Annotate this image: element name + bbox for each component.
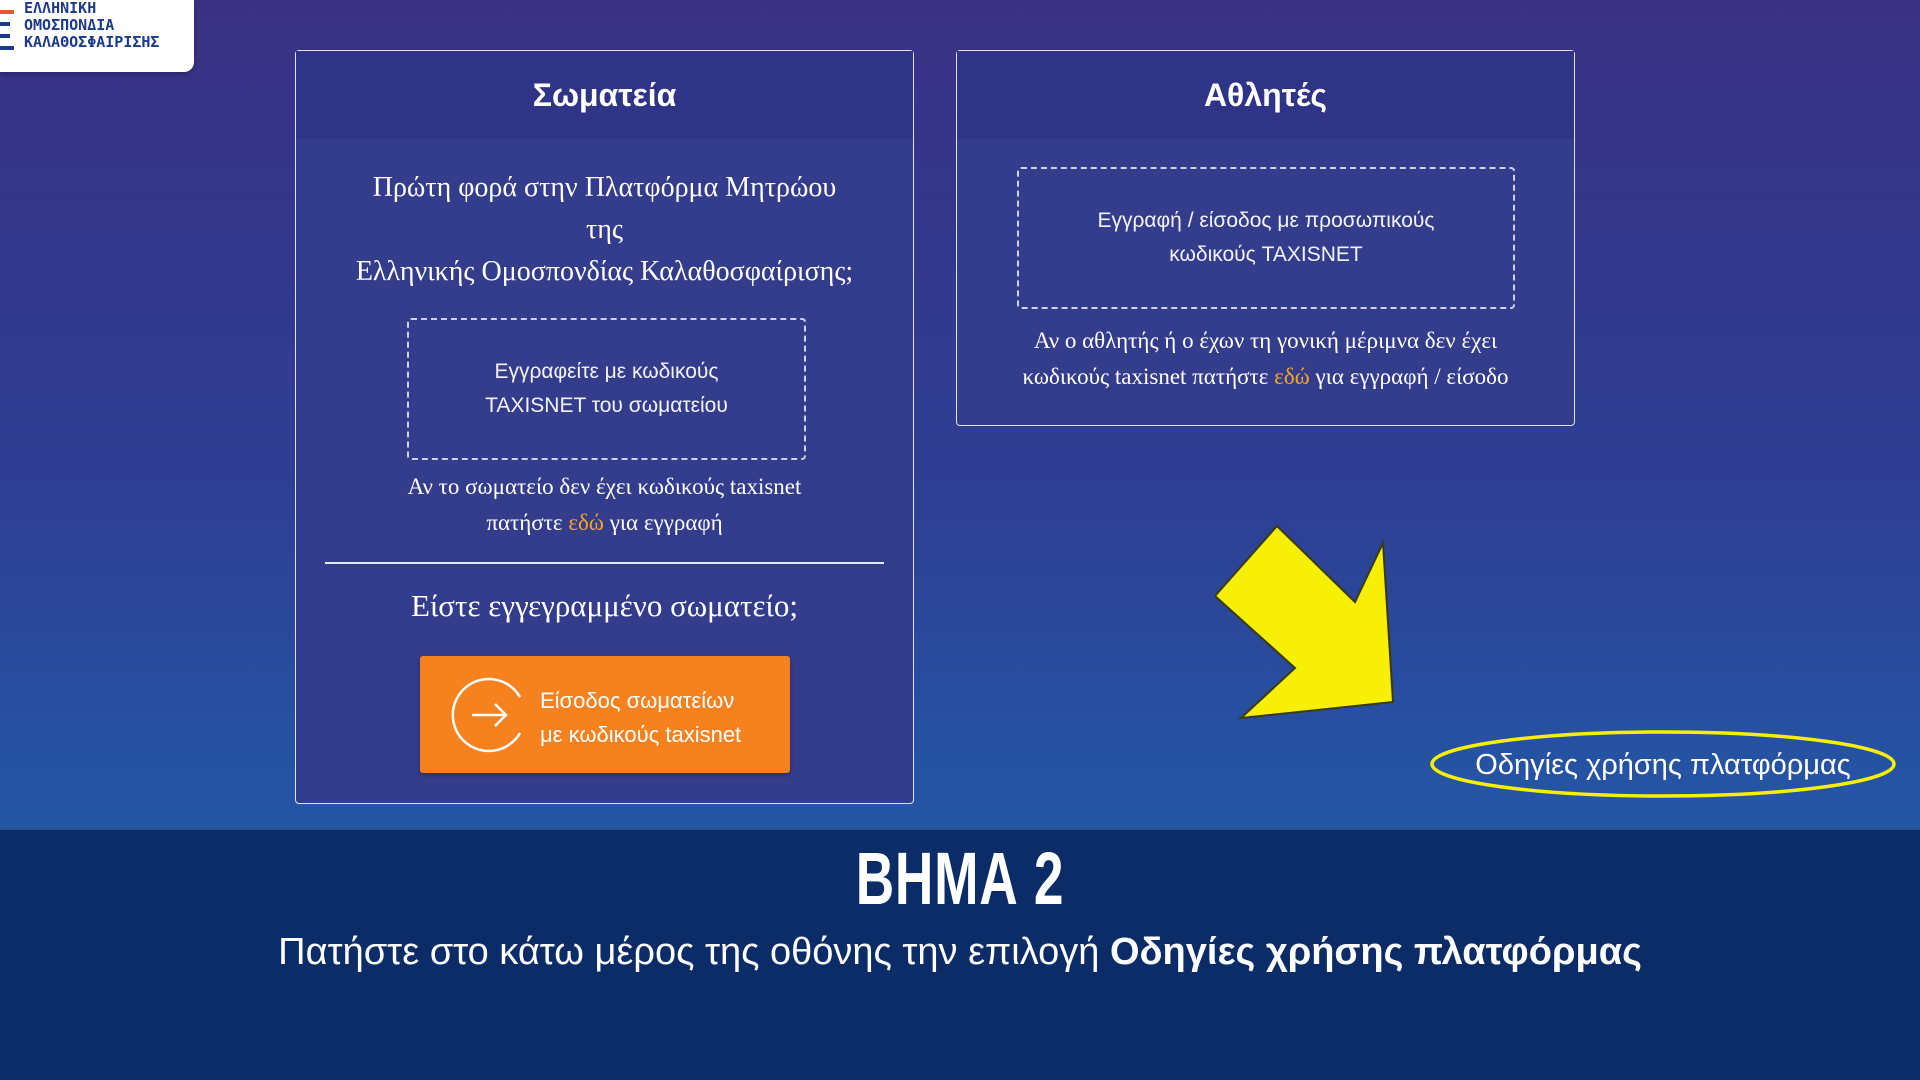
- logo-line: ΟΜΟΣΠΟΝΔΙΑ: [24, 16, 115, 34]
- athletes-here-link[interactable]: εδώ: [1274, 364, 1310, 389]
- federation-logo[interactable]: [0, 0, 194, 72]
- intro-line: Πρώτη φορά στην Πλατφόρμα Μητρώου: [372, 172, 837, 203]
- note-line: [977, 359, 1554, 395]
- divider: [325, 562, 884, 564]
- clubs-intro-text: [316, 167, 893, 293]
- athletes-card: [956, 50, 1575, 426]
- clubs-no-taxisnet-note: [316, 469, 893, 541]
- clubs-card-title: Σωματεία: [296, 51, 913, 139]
- register-line: κωδικούς TAXISNET: [1169, 243, 1363, 266]
- note-text: πατήστε: [486, 510, 569, 535]
- athletes-taxisnet-login-button[interactable]: [1017, 167, 1515, 309]
- login-line: με κωδικούς taxisnet: [540, 722, 742, 747]
- step-desc-highlight: Οδηγίες χρήσης πλατφόρμας: [1109, 931, 1642, 973]
- clubs-login-button[interactable]: [420, 656, 790, 773]
- logo-line: ΚΑΛΑΘΟΣΦΑΙΡΙΣΗΣ: [24, 33, 160, 51]
- note-text: για εγγραφή / είσοδο: [1309, 364, 1509, 389]
- note-line: [316, 505, 893, 541]
- logo-mark-icon: [0, 4, 16, 52]
- arrow-right-circle-icon: [450, 675, 530, 755]
- register-line: TAXISNET του σωματείου: [485, 394, 728, 417]
- login-line: Είσοδος σωματείων: [540, 688, 735, 713]
- logo-text: [24, 0, 159, 51]
- register-line: Εγγραφείτε με κωδικούς: [494, 360, 719, 383]
- register-line: Εγγραφή / είσοδος με προσωπικούς: [1097, 209, 1435, 232]
- clubs-card: [295, 50, 914, 804]
- clubs-taxisnet-register-button[interactable]: [407, 318, 806, 460]
- note-line: Αν το σωματείο δεν έχει κωδικούς taxisnet: [407, 474, 802, 499]
- note-text: για εγγραφή: [603, 510, 723, 535]
- intro-line: Ελληνικής Ομοσπονδίας Καλαθοσφαίρισης;: [355, 256, 854, 287]
- registered-club-question: Είστε εγγεγραμμένο σωματείο;: [411, 588, 798, 623]
- clubs-here-link[interactable]: εδώ: [568, 510, 604, 535]
- intro-line: της: [586, 214, 623, 245]
- step-description: [0, 931, 1920, 974]
- login-label: [540, 684, 780, 752]
- athletes-no-taxisnet-note: [977, 323, 1554, 395]
- pointer-arrow-icon: [1215, 520, 1435, 730]
- logo-line: ΕΛΛΗΝΙΚΗ: [24, 0, 97, 17]
- step-desc-text: Πατήστε στο κάτω μέρος της οθόνης την επιλογή: [278, 931, 1110, 973]
- note-text: κωδικούς taxisnet πατήστε: [1022, 364, 1275, 389]
- note-line: Αν ο αθλητής ή ο έχων τη γονική μέριμνα δεν έχει: [1033, 328, 1498, 353]
- platform-guide-link[interactable]: Οδηγίες χρήσης πλατφόρμας: [1475, 748, 1851, 781]
- athletes-card-title: Αθλητές: [957, 51, 1574, 139]
- step-title: ΒΗΜΑ 2: [855, 837, 1065, 920]
